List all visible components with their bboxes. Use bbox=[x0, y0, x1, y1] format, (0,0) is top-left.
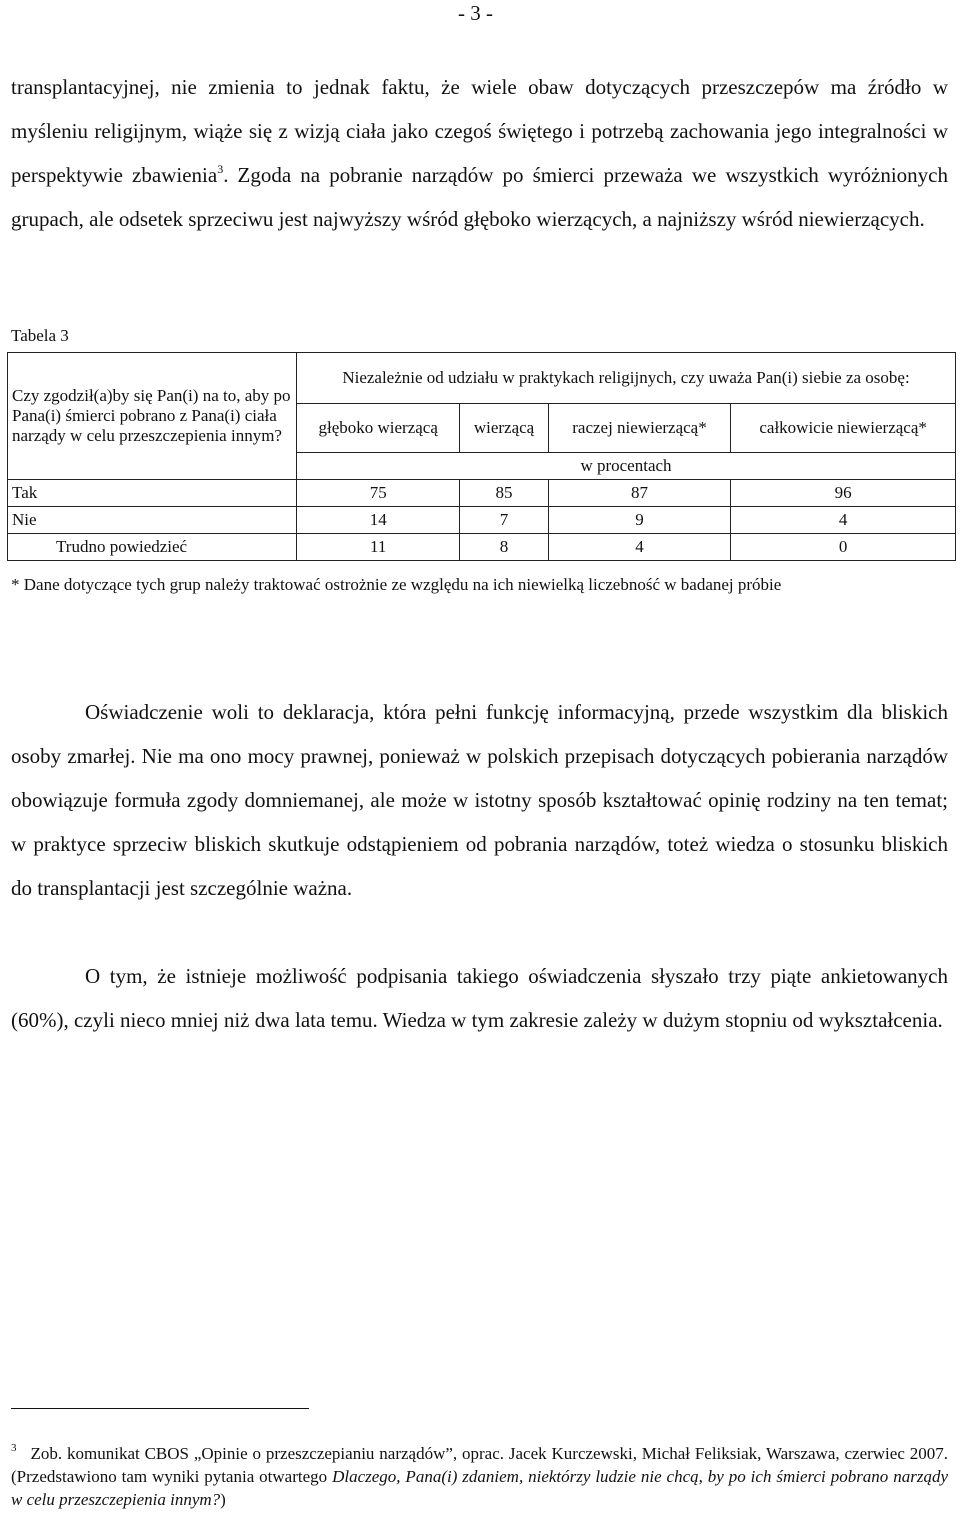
table-note: * Dane dotyczące tych grup należy traktować ostrożnie ze względu na ich niewielką liczebność w badanej próbie bbox=[11, 575, 782, 594]
table-row bbox=[8, 507, 956, 534]
table-question: Czy zgodził(a)by się Pan(i) na to, aby po Pana(i) śmierci pobrano z Pana(i) ciała narządy w celu przeszczepienia innym? bbox=[8, 353, 297, 480]
footnote-number: 3 bbox=[11, 1442, 17, 1454]
paragraph-intro bbox=[11, 65, 948, 241]
table-cell: 0 bbox=[731, 534, 956, 561]
table-cell: 8 bbox=[460, 534, 548, 561]
table-cell: 87 bbox=[548, 480, 731, 507]
row-label: Nie bbox=[8, 507, 297, 534]
paragraph-declaration: Oświadczenie woli to deklaracja, która pełni funkcję informacyjną, przede wszystkim dla bliskich osoby zmarłej. Nie ma ono mocy prawnej, ponieważ w polskich przepisach dotyczących pobierania narządów obowiązuje formuła zgody domniemanej, ale może w istotny sposób kształtować opinię rodziny na ten temat; w praktyce sprzeciw bliskich skutkuje odstąpieniem od pobrania narządów, toteż wiedza o stosunku bliskich do transplantacji jest szczególnie ważna. bbox=[11, 700, 948, 900]
footnote-text: Zob. komunikat CBOS „Opinie o przeszczepianiu narządów”, oprac. Jacek Kurczewski, Michał Feliksiak, Warszawa, czerwiec 2007. (Przedstawiono tam wyniki pytania otwartego bbox=[11, 1444, 948, 1486]
column-header: całkowicie niewierzącą* bbox=[731, 404, 956, 453]
footnote-divider bbox=[11, 1408, 309, 1409]
table-unit-label: w procentach bbox=[297, 453, 956, 480]
table-row bbox=[8, 534, 956, 561]
paragraph-intro-text-a: transplantacyjnej, nie zmienia to jednak faktu, że wiele obaw dotyczących przeszczepów ma źródło w myśleniu religijnym, wiąże się z wizją ciała jako czegoś świętego i potrzebą zachowania jego integralności w perspektywie zbawienia bbox=[11, 75, 948, 187]
table-group-header: Niezależnie od udziału w praktykach religijnych, czy uważa Pan(i) siebie za osobę: bbox=[297, 353, 956, 404]
table-row bbox=[8, 480, 956, 507]
table-cell: 7 bbox=[460, 507, 548, 534]
footnote-question: Dlaczego, Pana(i) zdaniem, niektórzy ludzie nie chcą, by po ich śmierci pobrano narządy w celu przeszczepienia innym? bbox=[11, 1467, 948, 1509]
column-header: raczej niewierzącą* bbox=[548, 404, 731, 453]
table-caption: Tabela 3 bbox=[11, 326, 69, 345]
column-header: wierzącą bbox=[460, 404, 548, 453]
results-table bbox=[7, 352, 956, 561]
footnote-closing: ) bbox=[220, 1490, 226, 1509]
paragraph-intro-text-b: . Zgoda na pobranie narządów po śmierci przeważa we wszystkich wyróżnionych grupach, ale odsetek sprzeciwu jest najwyższy wśród głęboko wierzących, a najniższy wśród niewierzących. bbox=[11, 163, 948, 231]
table-cell: 4 bbox=[731, 507, 956, 534]
table-cell: 11 bbox=[297, 534, 460, 561]
row-label: Tak bbox=[8, 480, 297, 507]
footnote bbox=[11, 1442, 948, 1511]
table-cell: 4 bbox=[548, 534, 731, 561]
table-cell: 85 bbox=[460, 480, 548, 507]
page-number: - 3 - bbox=[458, 1, 493, 25]
results-table-wrapper bbox=[7, 352, 956, 561]
column-header: głęboko wierzącą bbox=[297, 404, 460, 453]
table-cell: 14 bbox=[297, 507, 460, 534]
paragraph-awareness: O tym, że istnieje możliwość podpisania takiego oświadczenia słyszało trzy piąte ankietowanych (60%), czyli nieco mniej niż dwa lata temu. Wiedza w tym zakresie zależy w dużym stopniu od wykształcenia. bbox=[11, 964, 948, 1032]
row-label: Trudno powiedzieć bbox=[8, 534, 297, 561]
table-cell: 9 bbox=[548, 507, 731, 534]
table-cell: 75 bbox=[297, 480, 460, 507]
footnote-reference[interactable]: 3 bbox=[217, 162, 224, 176]
table-cell: 96 bbox=[731, 480, 956, 507]
